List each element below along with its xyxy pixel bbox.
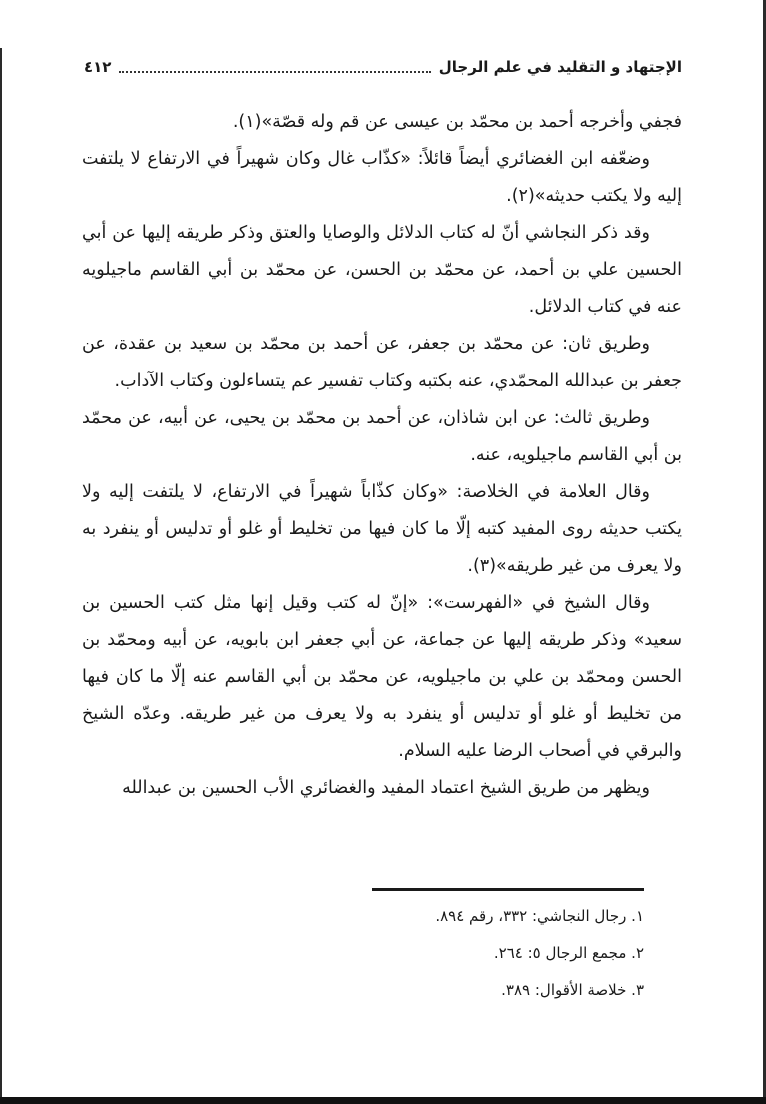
dotted-leader	[119, 71, 430, 73]
page-header	[84, 56, 682, 78]
paragraph: وقال الشيخ في «الفهرست»: «إنّ له كتب وقيل إنها مثل كتب الحسين بن سعيد» وذكر طريقه إليها عن جماعة، عن أبي جعفر ابن بابويه، عن أبيه ومحمّد بن الحسن ومحمّد بن علي بن ماجيلويه، عن محمّد بن أبي القاسم عنه إلّا ما كان فيها من تخليط أو غلو أو تدليس أو ينفرد به ولا يعرف من غير طريقه. وعدّه الشيخ والبرقي في أصحاب الرضا عليه السلام.	[82, 593, 682, 761]
footnote: ٣. خلاصة الأقوال: ٣٨٩.	[501, 981, 644, 999]
footnote: ١. رجال النجاشي: ٣٣٢، رقم ٨٩٤.	[435, 907, 644, 925]
footnote: ٢. مجمع الرجال ٥: ٢٦٤.	[493, 944, 644, 962]
paragraph: وقد ذكر النجاشي أنّ له كتاب الدلائل والوصايا والعتق وذكر طريقه إليها عن أبي الحسين علي بن أحمد، عن محمّد بن الحسن، عن محمّد بن أبي القاسم ماجيلويه عنه في كتاب الدلائل.	[82, 223, 682, 317]
paragraph: وطريق ثان: عن محمّد بن جعفر، عن أحمد بن محمّد بن سعيد بن عقدة، عن جعفر بن عبدالله المحمّدي، عنه بكتبه وكتاب تفسير عم يتساءلون وكتاب الآداب.	[82, 334, 682, 391]
paragraph: وطريق ثالث: عن ابن شاذان، عن أحمد بن محمّد بن يحيى، عن أبيه، عن محمّد بن أبي القاسم ماجيلويه، عنه.	[82, 408, 682, 465]
footnote-separator-rule	[372, 888, 644, 891]
scan-artifact-bottom-edge	[0, 1097, 766, 1104]
paragraph: وقال العلامة في الخلاصة: «وكان كذّاباً شهيراً في الارتفاع، لا يلتفت إليه ولا يكتب حديثه روى المفيد كتبه إلّا ما كان فيها من تخليط أو غلو أو تدليس أو ينفرد به ولا يعرف من غير طريقه»(٣).	[82, 482, 682, 576]
footnotes-block	[100, 898, 644, 1009]
paragraph: ويظهر من طريق الشيخ اعتماد المفيد والغضائري الأب الحسين بن عبدالله	[122, 778, 650, 798]
page-number: ٤١٢	[84, 58, 112, 76]
running-title: الإجتهاد و التقليد في علم الرجال	[438, 58, 682, 76]
scan-artifact-left-edge	[0, 48, 2, 1104]
main-text-block	[82, 104, 682, 807]
paragraph: فجفي وأخرجه أحمد بن محمّد بن عيسى عن قم وله قصّة»(١).	[232, 112, 682, 132]
paragraph: وضعّفه ابن الغضائري أيضاً قائلاً: «كذّاب غال وكان شهيراً في الارتفاع لا يلتفت إليه ولا يكتب حديثه»(٢).	[82, 149, 682, 206]
